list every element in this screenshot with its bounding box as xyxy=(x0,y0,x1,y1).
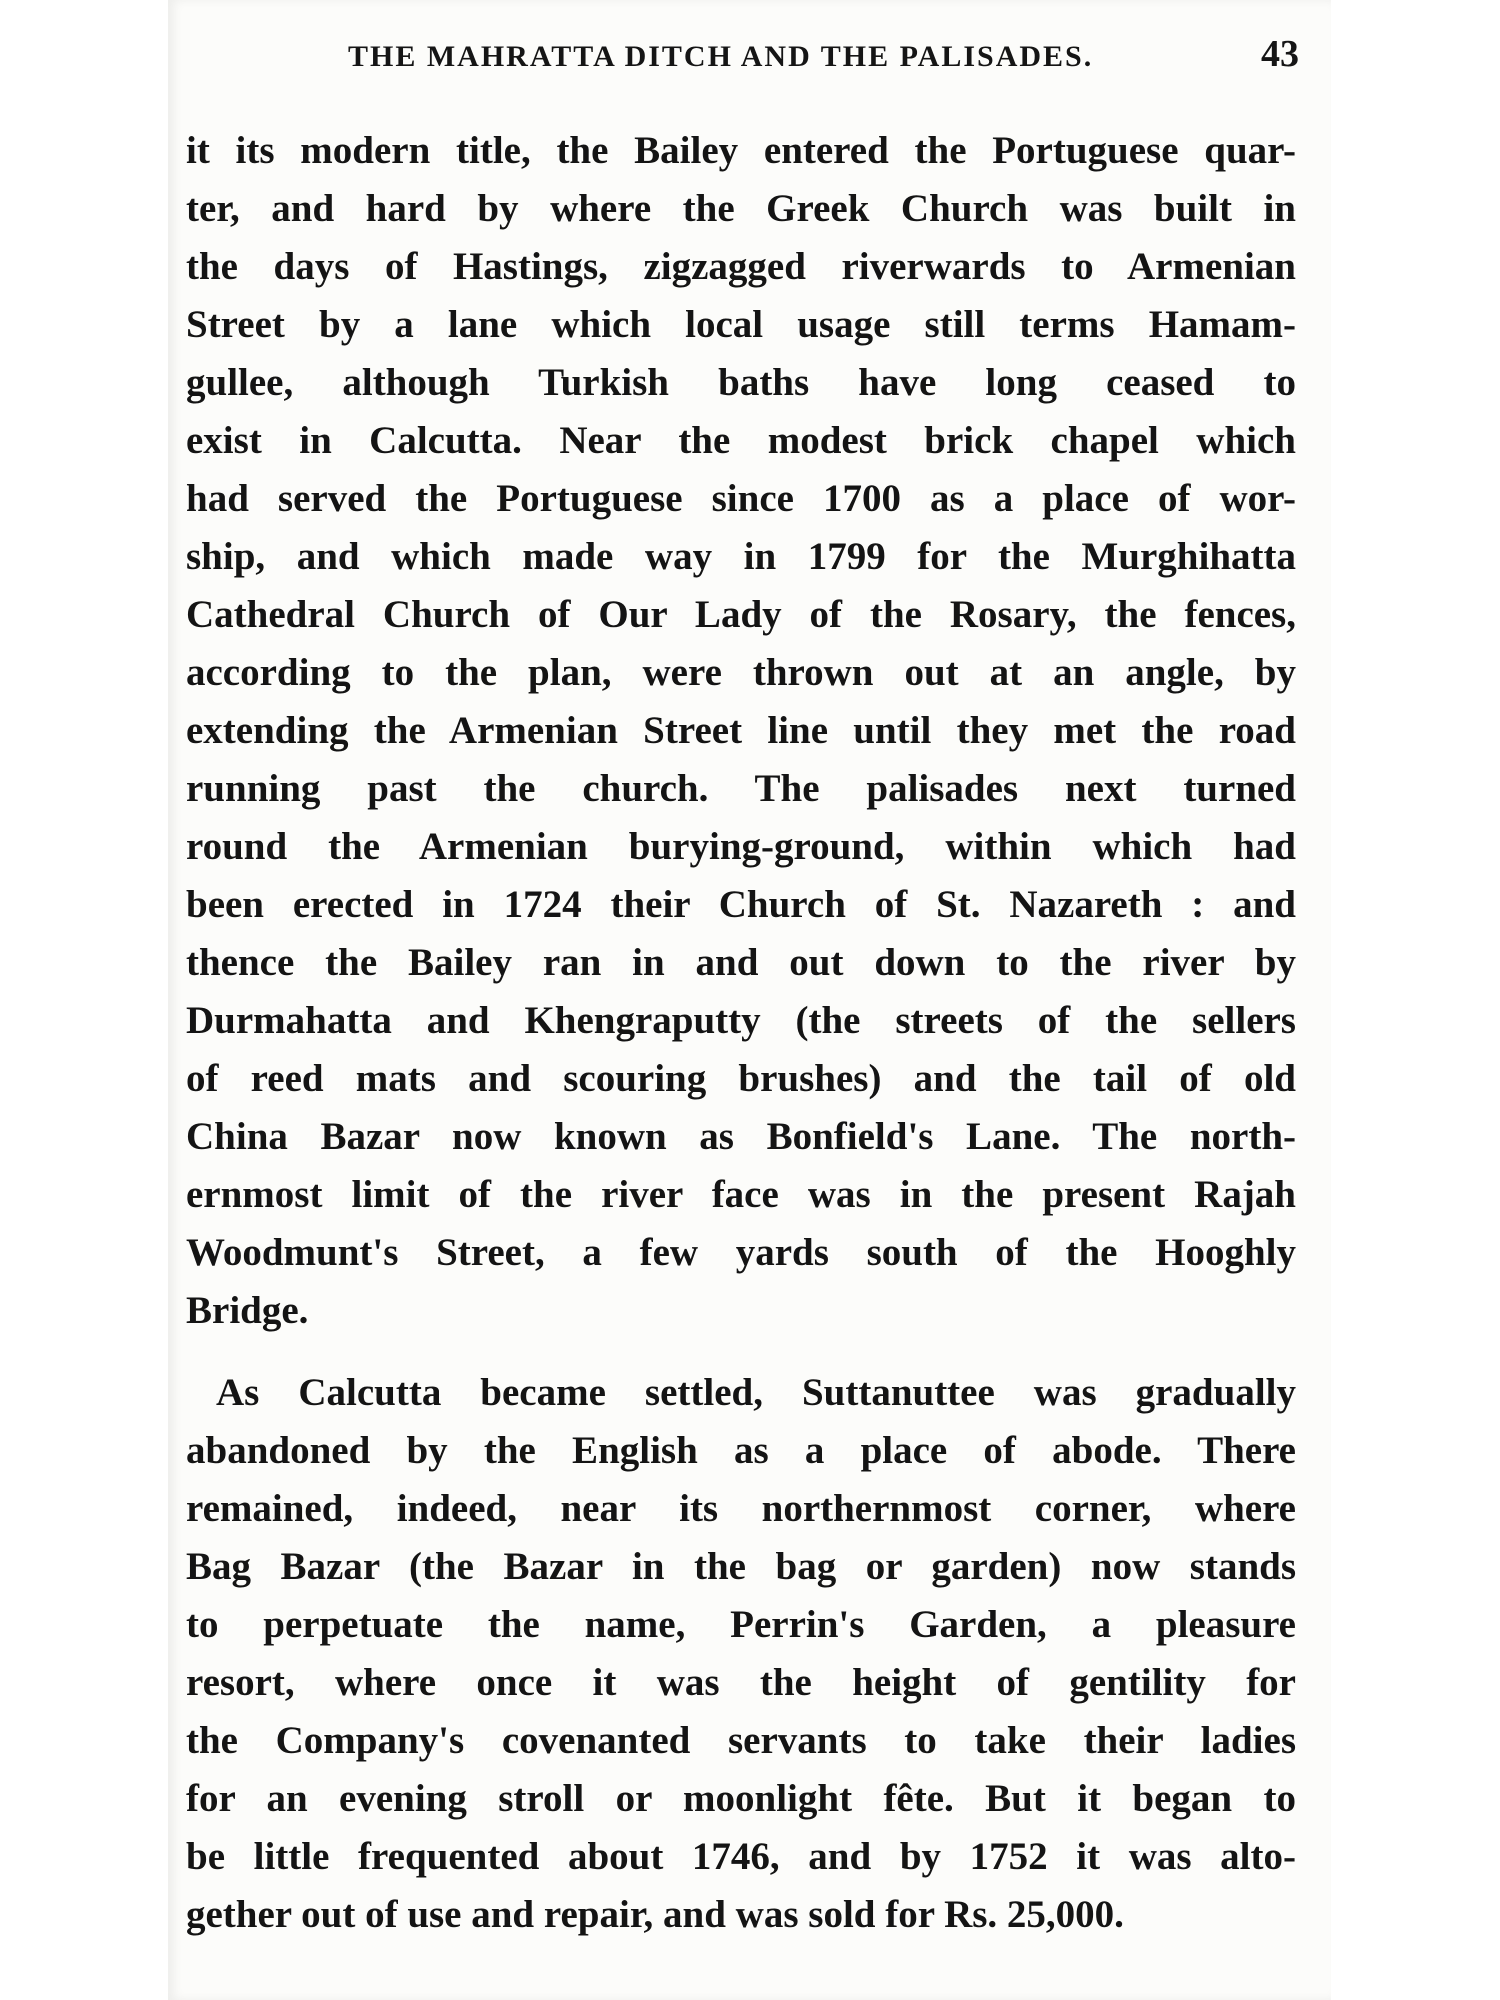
text-line: according to the plan, were thrown out at an angle, by xyxy=(186,651,1296,694)
running-title: THE MAHRATTA DITCH AND THE PALISADES. xyxy=(348,40,1094,73)
text-line: China Bazar now known as Bonfield's Lane. The north- xyxy=(186,1115,1296,1158)
text-line: Cathedral Church of Our Lady of the Rosary, the fences, xyxy=(186,593,1296,636)
text-line: had served the Portuguese since 1700 as a place of wor- xyxy=(186,477,1296,520)
text-line: been erected in 1724 their Church of St. Nazareth : and xyxy=(186,883,1296,926)
text-line: be little frequented about 1746, and by 1752 it was alto- xyxy=(186,1835,1296,1878)
page-header xyxy=(348,32,1307,82)
text-line: ter, and hard by where the Greek Church was built in xyxy=(186,187,1296,230)
text-line: of reed mats and scouring brushes) and the tail of old xyxy=(186,1057,1296,1100)
text-line: for an evening stroll or moonlight fête. But it began to xyxy=(186,1777,1296,1820)
text-line: abandoned by the English as a place of abode. There xyxy=(186,1429,1296,1472)
text-line: the days of Hastings, zigzagged riverwards to Armenian xyxy=(186,245,1296,288)
text-line: running past the church. The palisades next turned xyxy=(186,767,1296,810)
text-line: Durmahatta and Khengraputty (the streets of the sellers xyxy=(186,999,1296,1042)
text-line: round the Armenian burying-ground, within which had xyxy=(186,825,1296,868)
text-line: extending the Armenian Street line until they met the road xyxy=(186,709,1296,752)
text-line: resort, where once it was the height of gentility for xyxy=(186,1661,1296,1704)
text-line: Street by a lane which local usage still terms Hamam- xyxy=(186,303,1296,346)
text-line: remained, indeed, near its northernmost corner, where xyxy=(186,1487,1296,1530)
text-line: to perpetuate the name, Perrin's Garden, a pleasure xyxy=(186,1603,1296,1646)
text-line: ship, and which made way in 1799 for the Murghihatta xyxy=(186,535,1296,578)
book-page xyxy=(168,0,1331,2000)
text-line: the Company's covenanted servants to take their ladies xyxy=(186,1719,1296,1762)
text-line: ernmost limit of the river face was in the present Rajah xyxy=(186,1173,1296,1216)
text-line: Bridge. xyxy=(186,1289,309,1332)
page-number: 43 xyxy=(1261,33,1299,75)
paragraph-1 xyxy=(186,122,1296,1340)
text-line: Woodmunt's Street, a few yards south of the Hooghly xyxy=(186,1231,1296,1274)
text-line: As Calcutta became settled, Suttanuttee was gradually xyxy=(216,1371,1296,1414)
text-line: Bag Bazar (the Bazar in the bag or garden) now stands xyxy=(186,1545,1296,1588)
text-line: exist in Calcutta. Near the modest brick chapel which xyxy=(186,419,1296,462)
paragraph-gap xyxy=(186,1340,1296,1364)
paragraph-2 xyxy=(186,1364,1296,1944)
text-line: gullee, although Turkish baths have long ceased to xyxy=(186,361,1296,404)
text-line: it its modern title, the Bailey entered the Portuguese quar- xyxy=(186,129,1296,172)
body-text xyxy=(186,122,1296,1944)
text-line: thence the Bailey ran in and out down to the river by xyxy=(186,941,1296,984)
text-line: gether out of use and repair, and was sold for Rs. 25,000. xyxy=(186,1893,1124,1936)
